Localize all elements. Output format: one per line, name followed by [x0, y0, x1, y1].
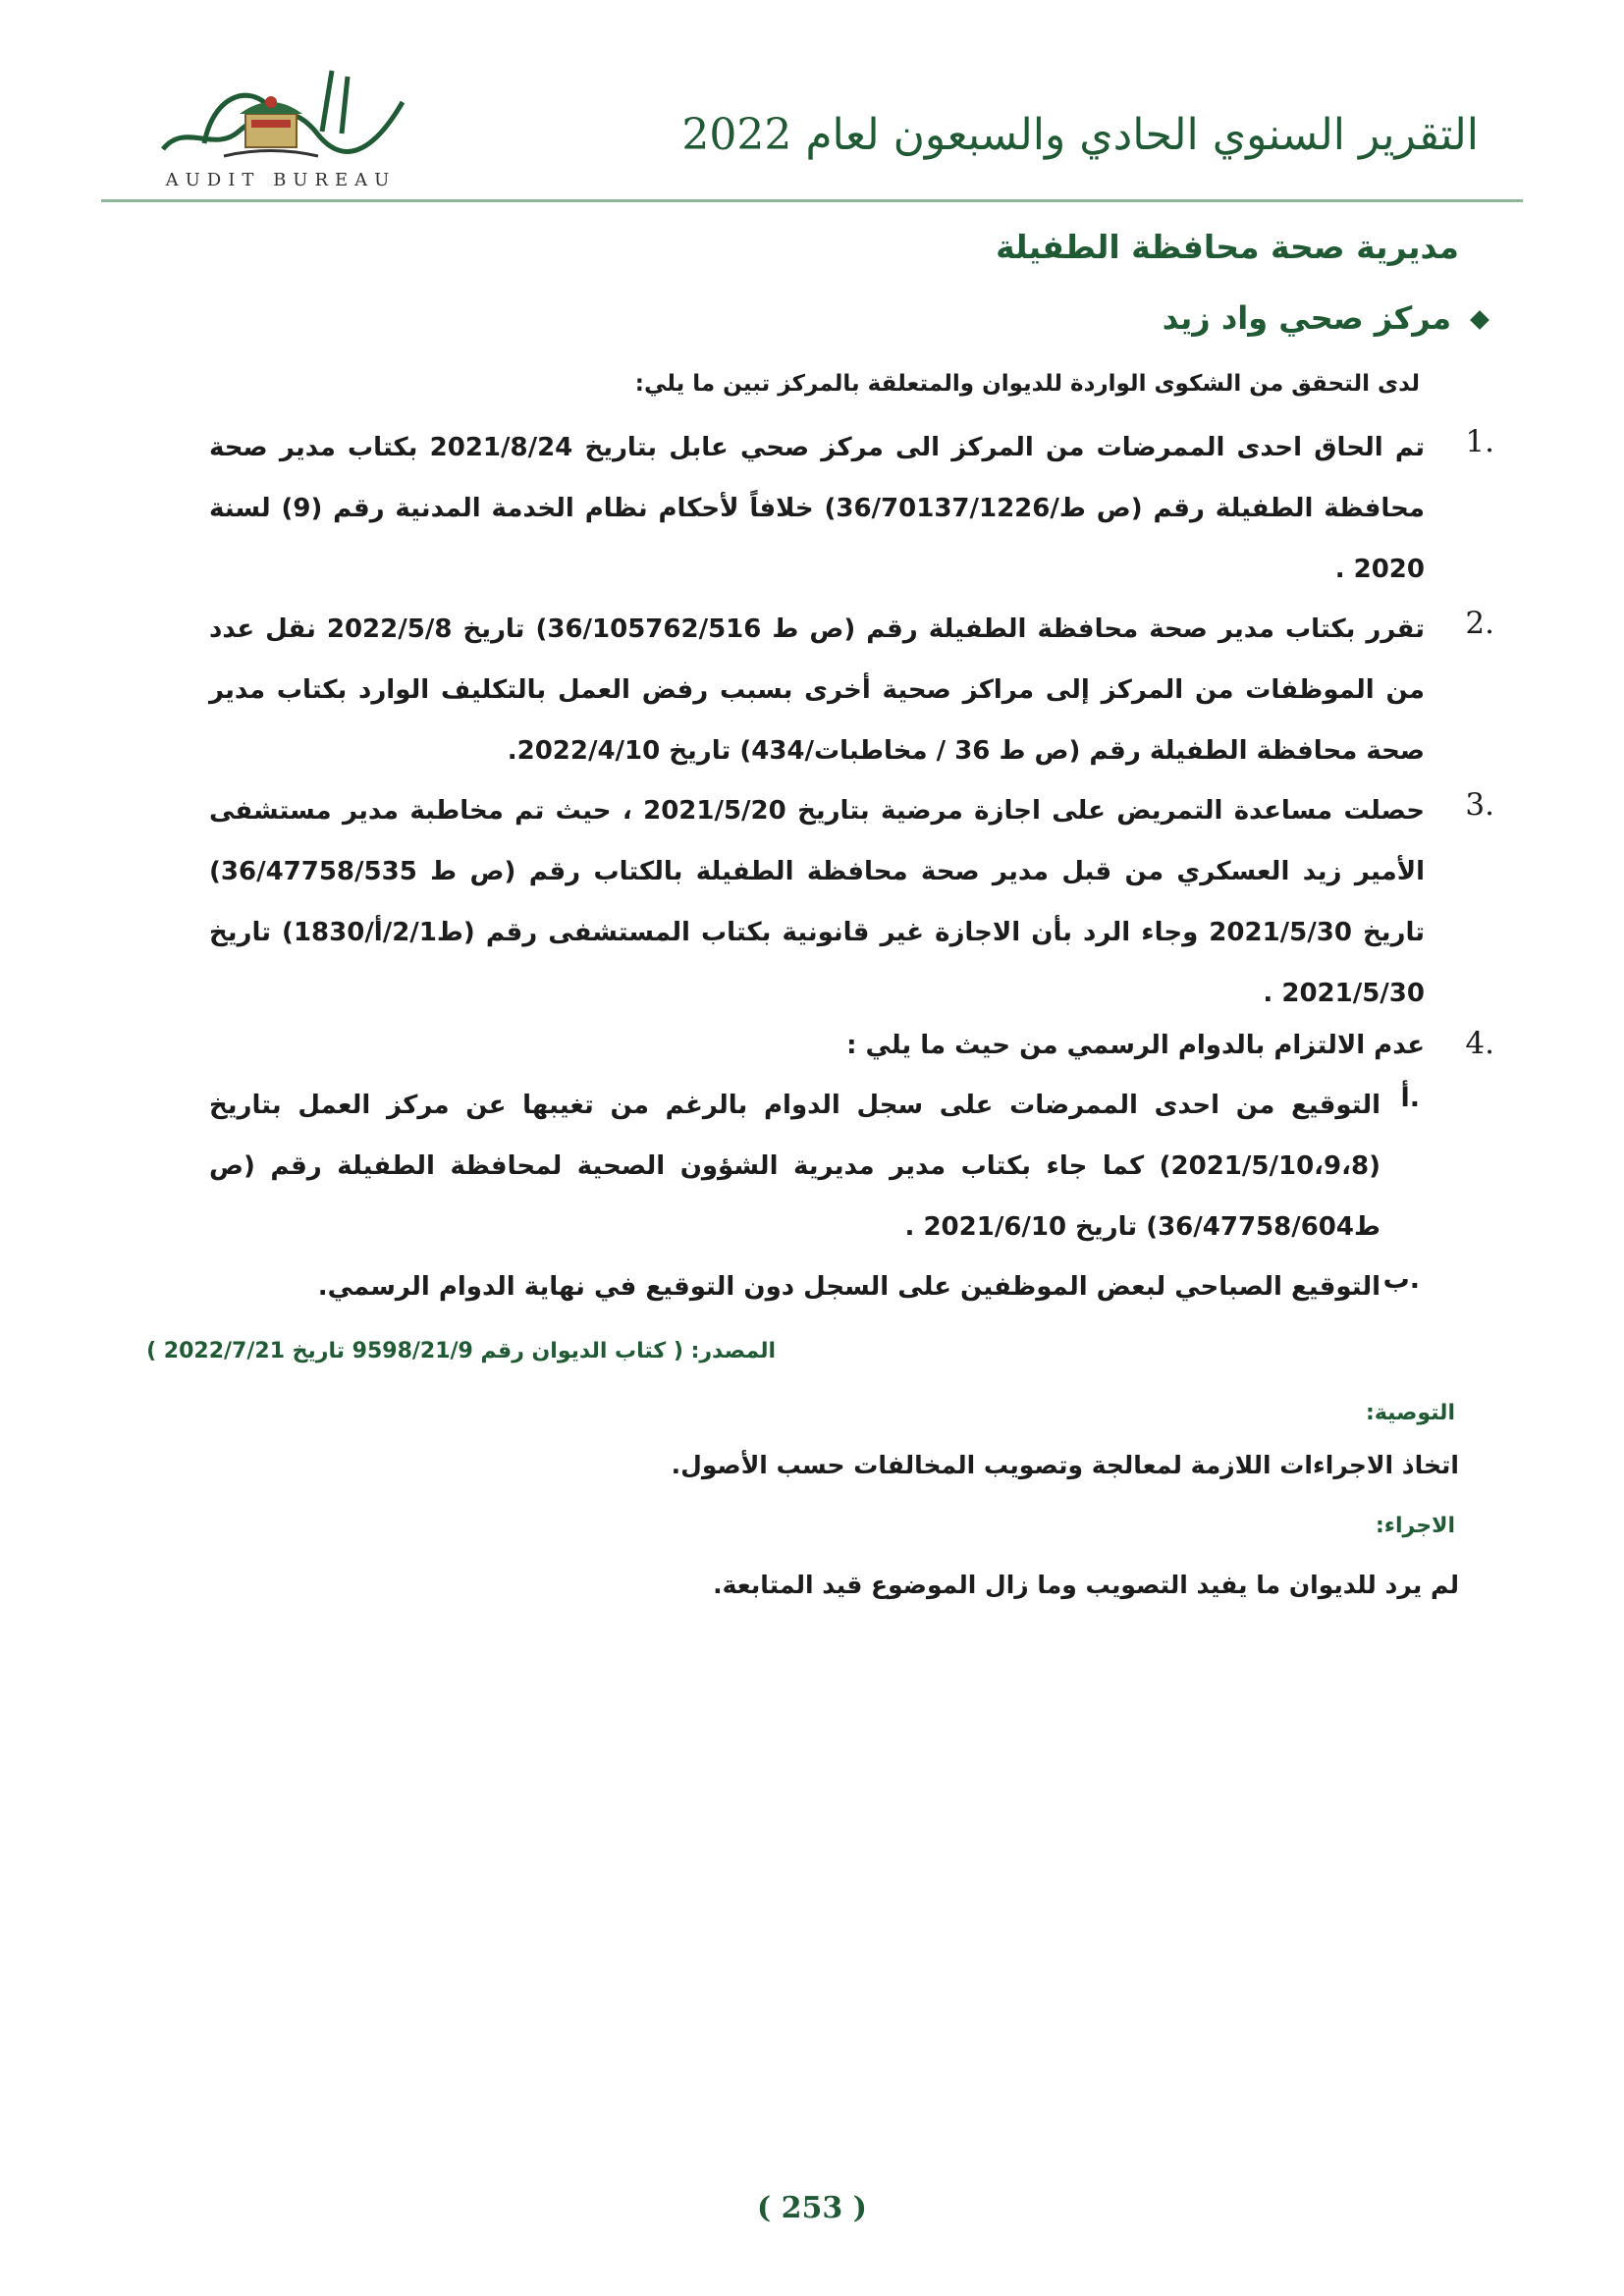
subsection-heading: [1163, 299, 1487, 337]
recommendation-label: التوصية:: [1366, 1401, 1455, 1425]
intro-text: لدى التحقق من الشكوى الواردة للديوان والمتعلقة بالمركز تبين ما يلي:: [634, 371, 1420, 397]
subitem-letter: ب.: [1382, 1264, 1420, 1295]
item-number: 1.: [1465, 424, 1494, 459]
item-number: 2.: [1465, 606, 1494, 641]
action-text: لم يرد للديوان ما يفيد التصويب وما زال الموضوع قيد المتابعة.: [713, 1571, 1459, 1599]
list-subitem: التوقيع من احدى الممرضات على سجل الدوام بالرغم من تغيبها عن مركز العمل بتاريخ (2021/5/10،9،8) كما جاء بكتاب مدير مديرية الشؤون الصحية لمحافظة الطفيلة رقم (ص ط36/47758/604) تاريخ 2021/6/10 .: [209, 1091, 1380, 1242]
diamond-bullet-icon: [1470, 310, 1489, 330]
subitem-letter: أ.: [1400, 1083, 1420, 1113]
list-subitem: التوقيع الصباحي لبعض الموظفين على السجل دون التوقيع في نهاية الدوام الرسمي.: [317, 1272, 1380, 1302]
report-title: التقرير السنوي الحادي والسبعون لعام 2022: [681, 110, 1479, 160]
list-item: تم الحاق احدى الممرضات من المركز الى مركز صحي عابل بتاريخ 2021/8/24 بكتاب مدير صحة محافظة الطفيلة رقم (ص ط/36/70137/1226) خلافاً لأحكام نظام الخدمة المدنية رقم (9) لسنة 2020 .: [209, 433, 1425, 584]
source-text: ( كتاب الديوان رقم 9598/21/9 تاريخ 2022/7/21 ): [146, 1339, 683, 1363]
logo-emblem-icon: [145, 63, 416, 166]
audit-bureau-logo: [145, 63, 416, 190]
action-label: الاجراء:: [1375, 1514, 1455, 1538]
source-label: المصدر:: [690, 1339, 776, 1363]
list-item: عدم الالتزام بالدوام الرسمي من حيث ما يلي :: [846, 1031, 1425, 1060]
header-divider: [101, 199, 1523, 202]
page-number: ( 253 ): [757, 2191, 867, 2225]
list-item: تقرر بكتاب مدير صحة محافظة الطفيلة رقم (ص ط 36/105762/516) تاريخ 2022/5/8 نقل عدد من الموظفات من المركز إلى مراكز صحية أخرى بسبب رفض العمل بالتكليف الوارد بكتاب مدير صحة محافظة الطفيلة رقم (ص ط 36 / مخاطبات/434) تاريخ 2022/4/10.: [209, 614, 1425, 766]
recommendation-text: اتخاذ الاجراءات اللازمة لمعالجة وتصويب المخالفات حسب الأصول.: [671, 1451, 1459, 1479]
subsection-label: مركز صحي واد زيد: [1162, 299, 1451, 337]
item-number: 4.: [1465, 1026, 1494, 1061]
source-citation: [146, 1339, 776, 1363]
logo-caption: AUDIT BUREAU: [165, 170, 397, 190]
section-heading: مديرية صحة محافظة الطفيلة: [996, 228, 1459, 266]
list-item: حصلت مساعدة التمريض على اجازة مرضية بتاريخ 2021/5/20 ، حيث تم مخاطبة مدير مستشفى الأمير زيد العسكري من قبل مدير صحة محافظة الطفيلة بالكتاب رقم (ص ط 36/47758/535) تاريخ 2021/5/30 وجاء الرد بأن الاجازة غير قانونية بكتاب المستشفى رقم (ط2/1/أ/1830) تاريخ 2021/5/30 .: [209, 796, 1425, 1008]
item-number: 3.: [1465, 787, 1494, 823]
